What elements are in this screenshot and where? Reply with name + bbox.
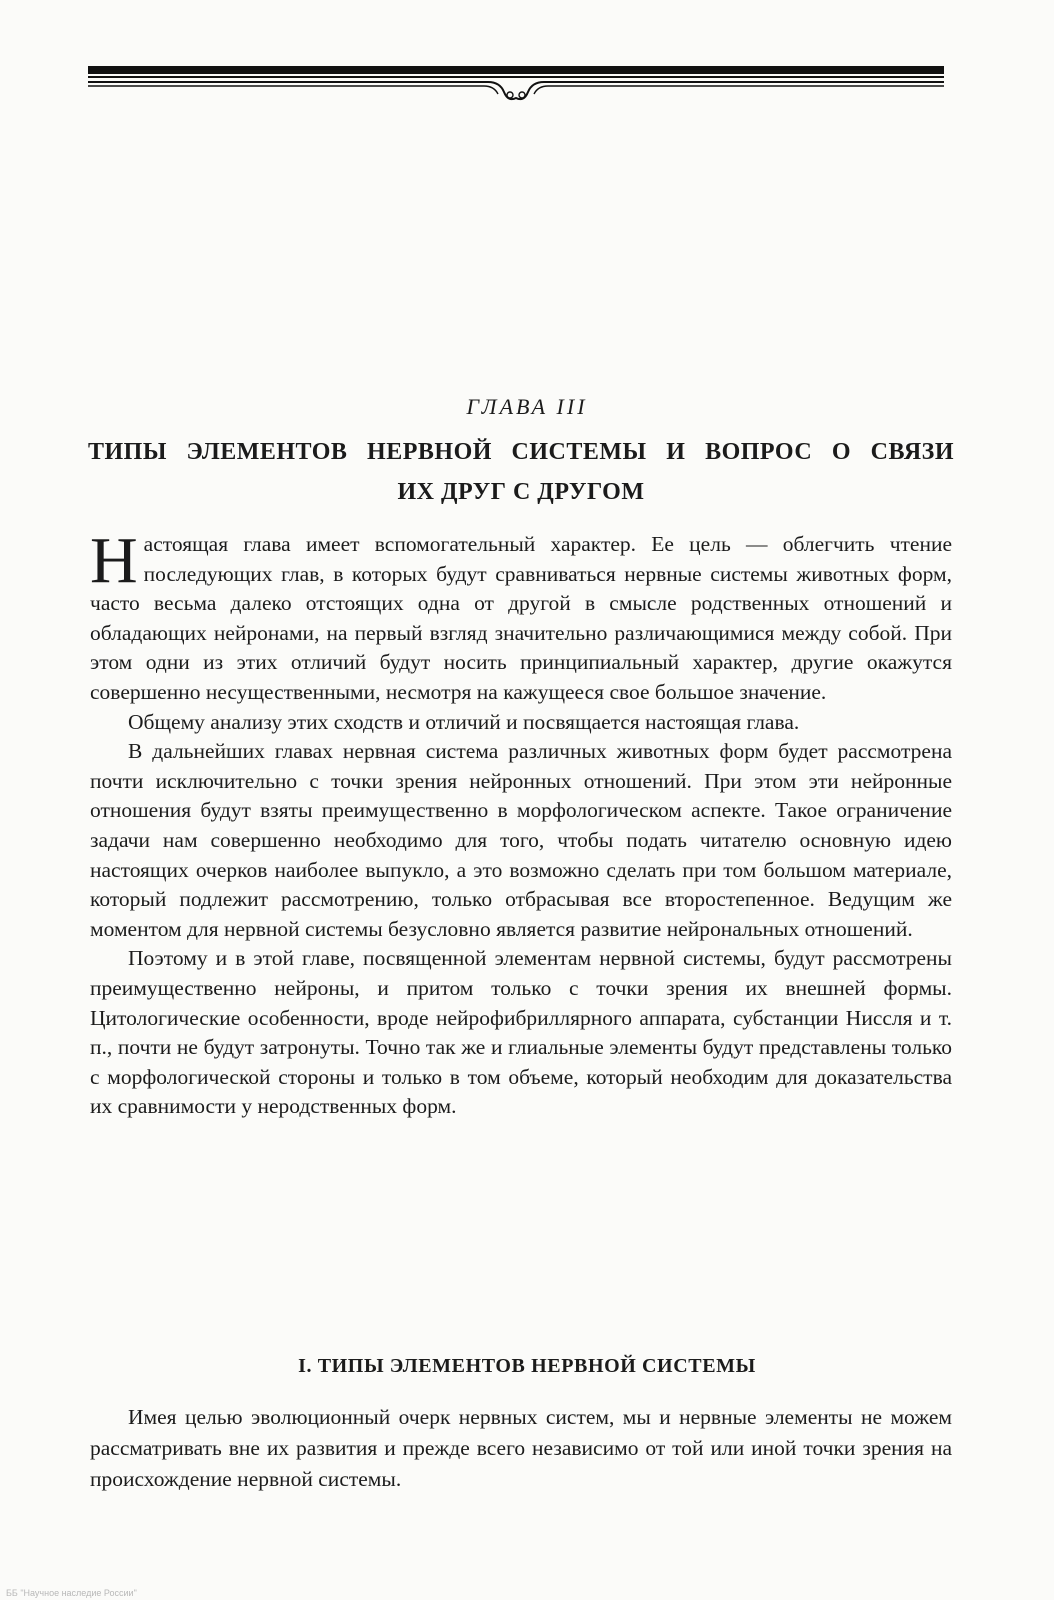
paragraph-2: Общему анализу этих сходств и отличий и посвящается настоящая глава.: [128, 709, 800, 734]
section-heading: I. ТИПЫ ЭЛЕМЕНТОВ НЕРВНОЙ СИСТЕМЫ: [298, 1355, 756, 1377]
scan-watermark: ББ "Научное наследие России": [6, 1588, 137, 1598]
drop-cap: Н: [90, 524, 138, 597]
chapter-header-ornament: [88, 62, 944, 104]
paragraph-1-text: астоящая глава имеет вспомогательный характер. Ее цель — облегчить чтение последующих глав, в которых будут сравниваться нервные системы животных форм, часто весьма далеко отстоящих одна от другой в смысле родственных отношений и обладающих нейронами, на первый взгляд значительно различающимися между собой. При этом одни из этих отличий будут носить принципиальный характер, другие окажутся совершенно несущественными, несмотря на кажущееся свое большое значение.: [90, 532, 952, 704]
chapter-body: [90, 524, 952, 1122]
chapter-title-line-1: ТИПЫ ЭЛЕМЕНТОВ НЕРВНОЙ СИСТЕМЫ И ВОПРОС О СВЯЗИ: [88, 439, 954, 465]
section-paragraph-1: Имея целью эволюционный очерк нервных систем, мы и нервные элементы не можем рассматривать вне их развития и прежде всего независимо от той или иной точки зрения на происхождение нервной системы.: [90, 1405, 952, 1491]
paragraph-1: [90, 524, 952, 708]
paragraph-3: В дальнейших главах нервная система различных животных форм будет рассмотрена почти исключительно с точки зрения нейронных отношений. При этом эти нейронные отношения будут взяты преимущественно в морфологическом аспекте. Такое ограничение задачи нам совершенно необходимо для того, чтобы подать читателю основную идею настоящих очерков наиболее выпукло, а это возможно сделать при том большом материале, который подлежит рассмотрению, только отбрасывая все второстепенное. Ведущим же моментом для нервной системы безусловно является развитие нейрональных отношений.: [90, 739, 952, 941]
chapter-title: [88, 432, 954, 512]
paragraph-4: Поэтому и в этой главе, посвященной элементам нервной системы, будут рассмотрены преимущественно нейроны, и притом только с точки зрения их внешней формы. Цитологические особенности, вроде нейрофибриллярного аппарата, субстанции Ниссля и т. п., почти не будут затронуты. Точно так же и глиальные элементы будут представлены только с морфологической стороны и только в том объеме, который необходим для доказательства их сравнимости у неродственных форм.: [90, 946, 952, 1119]
chapter-number: ГЛАВА III: [466, 394, 588, 419]
chapter-title-line-2: ИХ ДРУГ С ДРУГОМ: [397, 479, 645, 505]
section-body: [90, 1402, 952, 1495]
